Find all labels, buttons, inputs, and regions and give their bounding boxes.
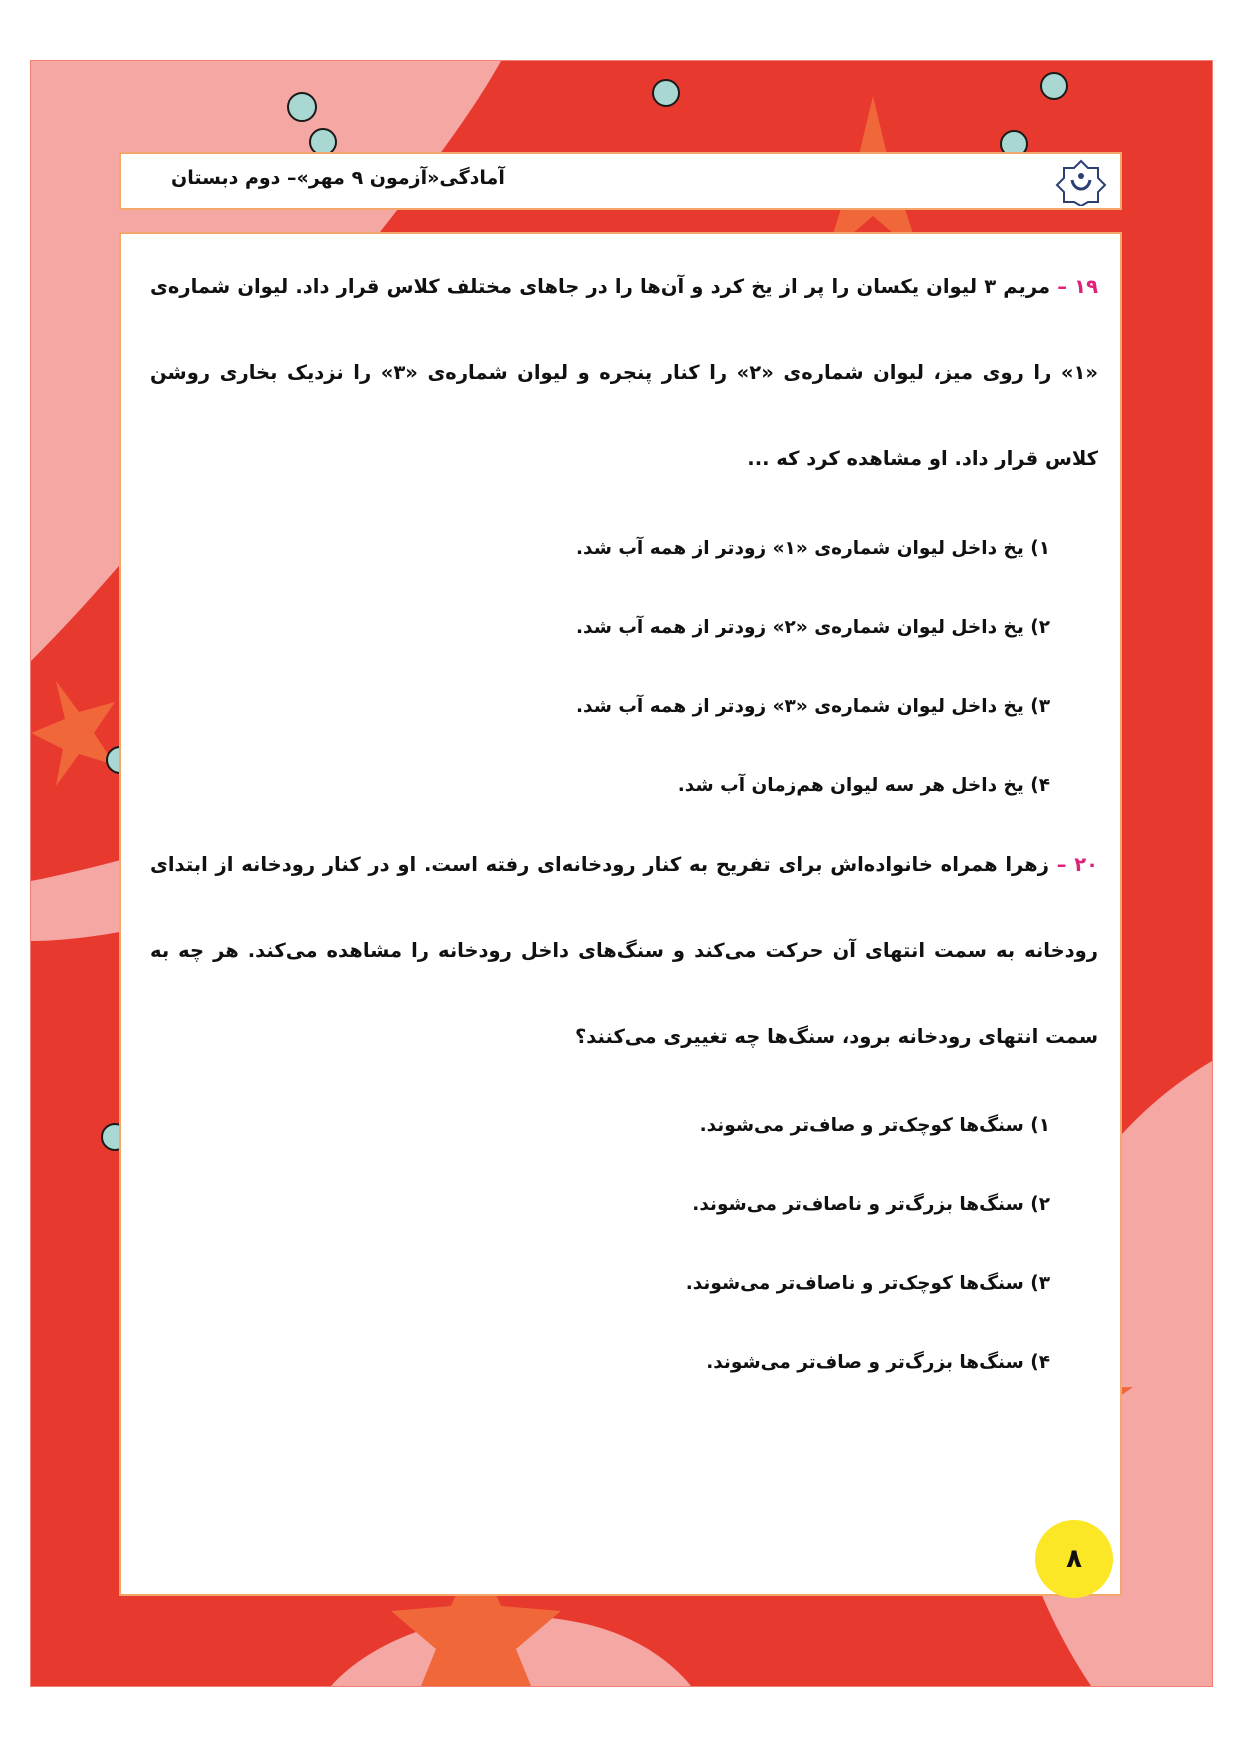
bubble-icon xyxy=(653,80,679,106)
options-list xyxy=(686,1111,1050,1427)
option-item: ۴) سنگ‌ها بزرگ‌تر و صاف‌تر می‌شوند. xyxy=(706,1352,1050,1373)
question-number: ۱۹ – xyxy=(1057,275,1098,298)
question-20 xyxy=(150,822,1098,1080)
options-list xyxy=(576,534,1050,850)
page-number: ۸ xyxy=(1035,1520,1113,1598)
question-sheet xyxy=(119,232,1122,1596)
question-number: ۲۰ – xyxy=(1056,853,1099,876)
question-text: مریم ۳ لیوان یکسان را پر از یخ کرد و آن‌ها را در جاهای مختلف کلاس قرار داد. لیوان شماره‌ی «۱» را روی میز، لیوان شماره‌ی «۲» را کنار پنجره و لیوان شماره‌ی «۳» را نزدیک بخاری روشن کلاس قرار داد. او مشاهده کرد که ... xyxy=(150,275,1098,470)
option-item: ۳) یخ داخل لیوان شماره‌ی «۳» زودتر از همه آب شد. xyxy=(575,696,1050,717)
institute-logo-icon xyxy=(1048,158,1114,206)
star-icon xyxy=(31,681,115,786)
bubble-icon xyxy=(1041,73,1067,99)
option-item: ۳) سنگ‌ها کوچک‌تر و ناصاف‌تر می‌شوند. xyxy=(685,1273,1050,1294)
option-item: ۴) یخ داخل هر سه لیوان هم‌زمان آب شد. xyxy=(677,775,1050,796)
exam-title: آمادگی«آزمون ۹ مهر»– دوم دبستان xyxy=(171,167,505,189)
option-item: ۲) سنگ‌ها بزرگ‌تر و ناصاف‌تر می‌شوند. xyxy=(692,1194,1050,1215)
question-19 xyxy=(150,244,1098,502)
bubble-icon xyxy=(288,93,316,121)
option-item: ۱) یخ داخل لیوان شماره‌ی «۱» زودتر از همه آب شد. xyxy=(575,538,1050,559)
option-item: ۱) سنگ‌ها کوچک‌تر و صاف‌تر می‌شوند. xyxy=(699,1115,1050,1136)
page-header xyxy=(119,152,1122,210)
option-item: ۲) یخ داخل لیوان شماره‌ی «۲» زودتر از همه آب شد. xyxy=(575,617,1050,638)
question-text: زهرا همراه خانواده‌اش برای تفریح به کنار رودخانه‌ای رفته است. او در کنار رودخانه از ابتدای رودخانه به سمت انتهای آن حرکت می‌کند و سنگ‌های داخل رودخانه را مشاهده می‌کند. هر چه به سمت انتهای رودخانه برود، سنگ‌ها چه تغییری می‌کنند؟ xyxy=(150,853,1098,1048)
